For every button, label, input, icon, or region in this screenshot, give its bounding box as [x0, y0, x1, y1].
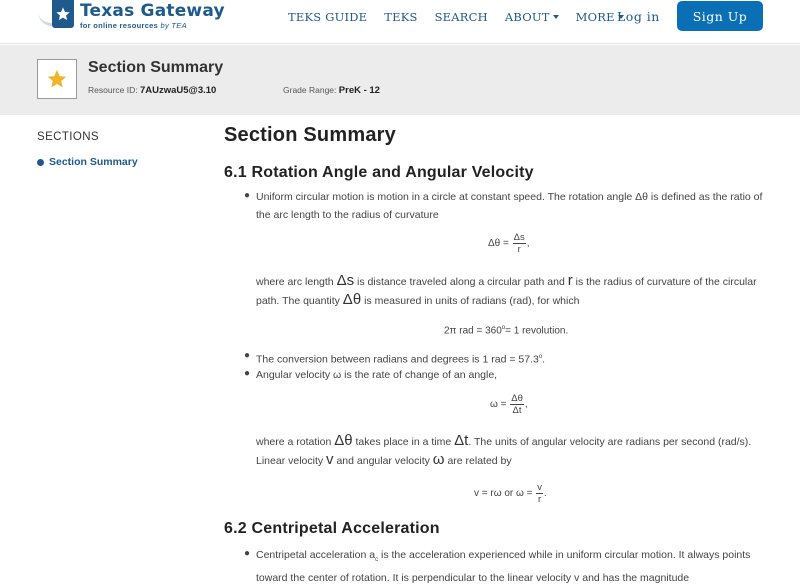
- section-heading-6-1: 6.1 Rotation Angle and Angular Velocity: [224, 164, 534, 181]
- nav-teks[interactable]: TEKS: [384, 10, 418, 24]
- logo-tagline: for online resources by TEA: [80, 21, 187, 30]
- star-badge-icon: [52, 0, 74, 28]
- sidebar-item-section-summary[interactable]: [37, 156, 138, 168]
- logo-title: Texas Gateway: [80, 1, 225, 21]
- bullet-icon: ●: [244, 368, 251, 379]
- equation-angular-velocity: ω = $\frac{\Delta\theta}{\Delta t}$ ,: [490, 393, 528, 416]
- nav-teks-guide[interactable]: TEKS GUIDE: [288, 10, 368, 24]
- resource-id: Resource ID: 7AUzwaU5@3.10: [88, 85, 217, 96]
- equation-linear-velocity: v = rω or ω = $\frac{v}{r}$ .: [474, 482, 547, 505]
- equation-rotation-angle: Δθ = $\frac{\Delta s}{r}$ ,: [488, 232, 530, 255]
- paragraph-radian-conversion: The conversion between radians and degrees is 1 rad = $57.3^o$.: [256, 353, 546, 366]
- nav-more[interactable]: MORE: [576, 10, 624, 24]
- bullet-icon: ●: [244, 190, 251, 201]
- resource-title: Section Summary: [88, 59, 224, 76]
- bullet-dot-icon: [37, 159, 44, 166]
- paragraph-rotation-time: where a rotation Δθ takes place in a time Δt. The units of angular velocity are radians per second (rad/s). Linear velocity v and angular velocity ω are related by: [256, 432, 752, 468]
- sidebar-heading: SECTIONS: [37, 131, 99, 143]
- paragraph-angular-velocity: Angular velocity ω is the rate of change of an angle,: [256, 369, 498, 381]
- sidebar-item-label: Section Summary: [49, 156, 138, 168]
- logo-text: [80, 1, 225, 30]
- caret-down-icon: [553, 15, 559, 19]
- login-link[interactable]: Log in: [617, 9, 660, 24]
- bullet-icon: ●: [244, 548, 251, 559]
- grade-range: Grade Range: PreK - 12: [283, 85, 380, 96]
- star-icon: [46, 68, 68, 90]
- paragraph-centripetal-acceleration: Centripetal acceleration $a_c$ is the acceleration experienced while in uniform circular motion. It always points toward the center of rotation. It is perpendicular to the linear velocity v and has the magnitude: [256, 549, 751, 585]
- nav-about[interactable]: ABOUT: [505, 10, 559, 24]
- site-header: [0, 0, 800, 44]
- paragraph-uniform-circular-motion: Uniform circular motion is motion in a circle at constant speed. The rotation angle Δθ is defined as the ratio of the arc length to the radius of curvature: [256, 191, 763, 221]
- resource-icon-box: [37, 59, 77, 99]
- signup-button[interactable]: Sign Up: [677, 1, 763, 31]
- page-title: Section Summary: [224, 124, 396, 146]
- paragraph-arc-length: where arc length Δs is distance traveled along a circular path and r is the radius of curvature of the circular path. The quantity Δθ is measured in units of radians (rad), for which: [256, 272, 757, 308]
- section-heading-6-2: 6.2 Centripetal Acceleration: [224, 520, 440, 537]
- main-content: [224, 124, 770, 585]
- resource-banner: [0, 45, 800, 115]
- equation-revolution: 2π rad = $360^o= 1$ revolution.: [444, 325, 569, 337]
- bullet-icon: ●: [244, 350, 251, 361]
- main-nav: [288, 10, 641, 24]
- nav-search[interactable]: SEARCH: [434, 10, 488, 24]
